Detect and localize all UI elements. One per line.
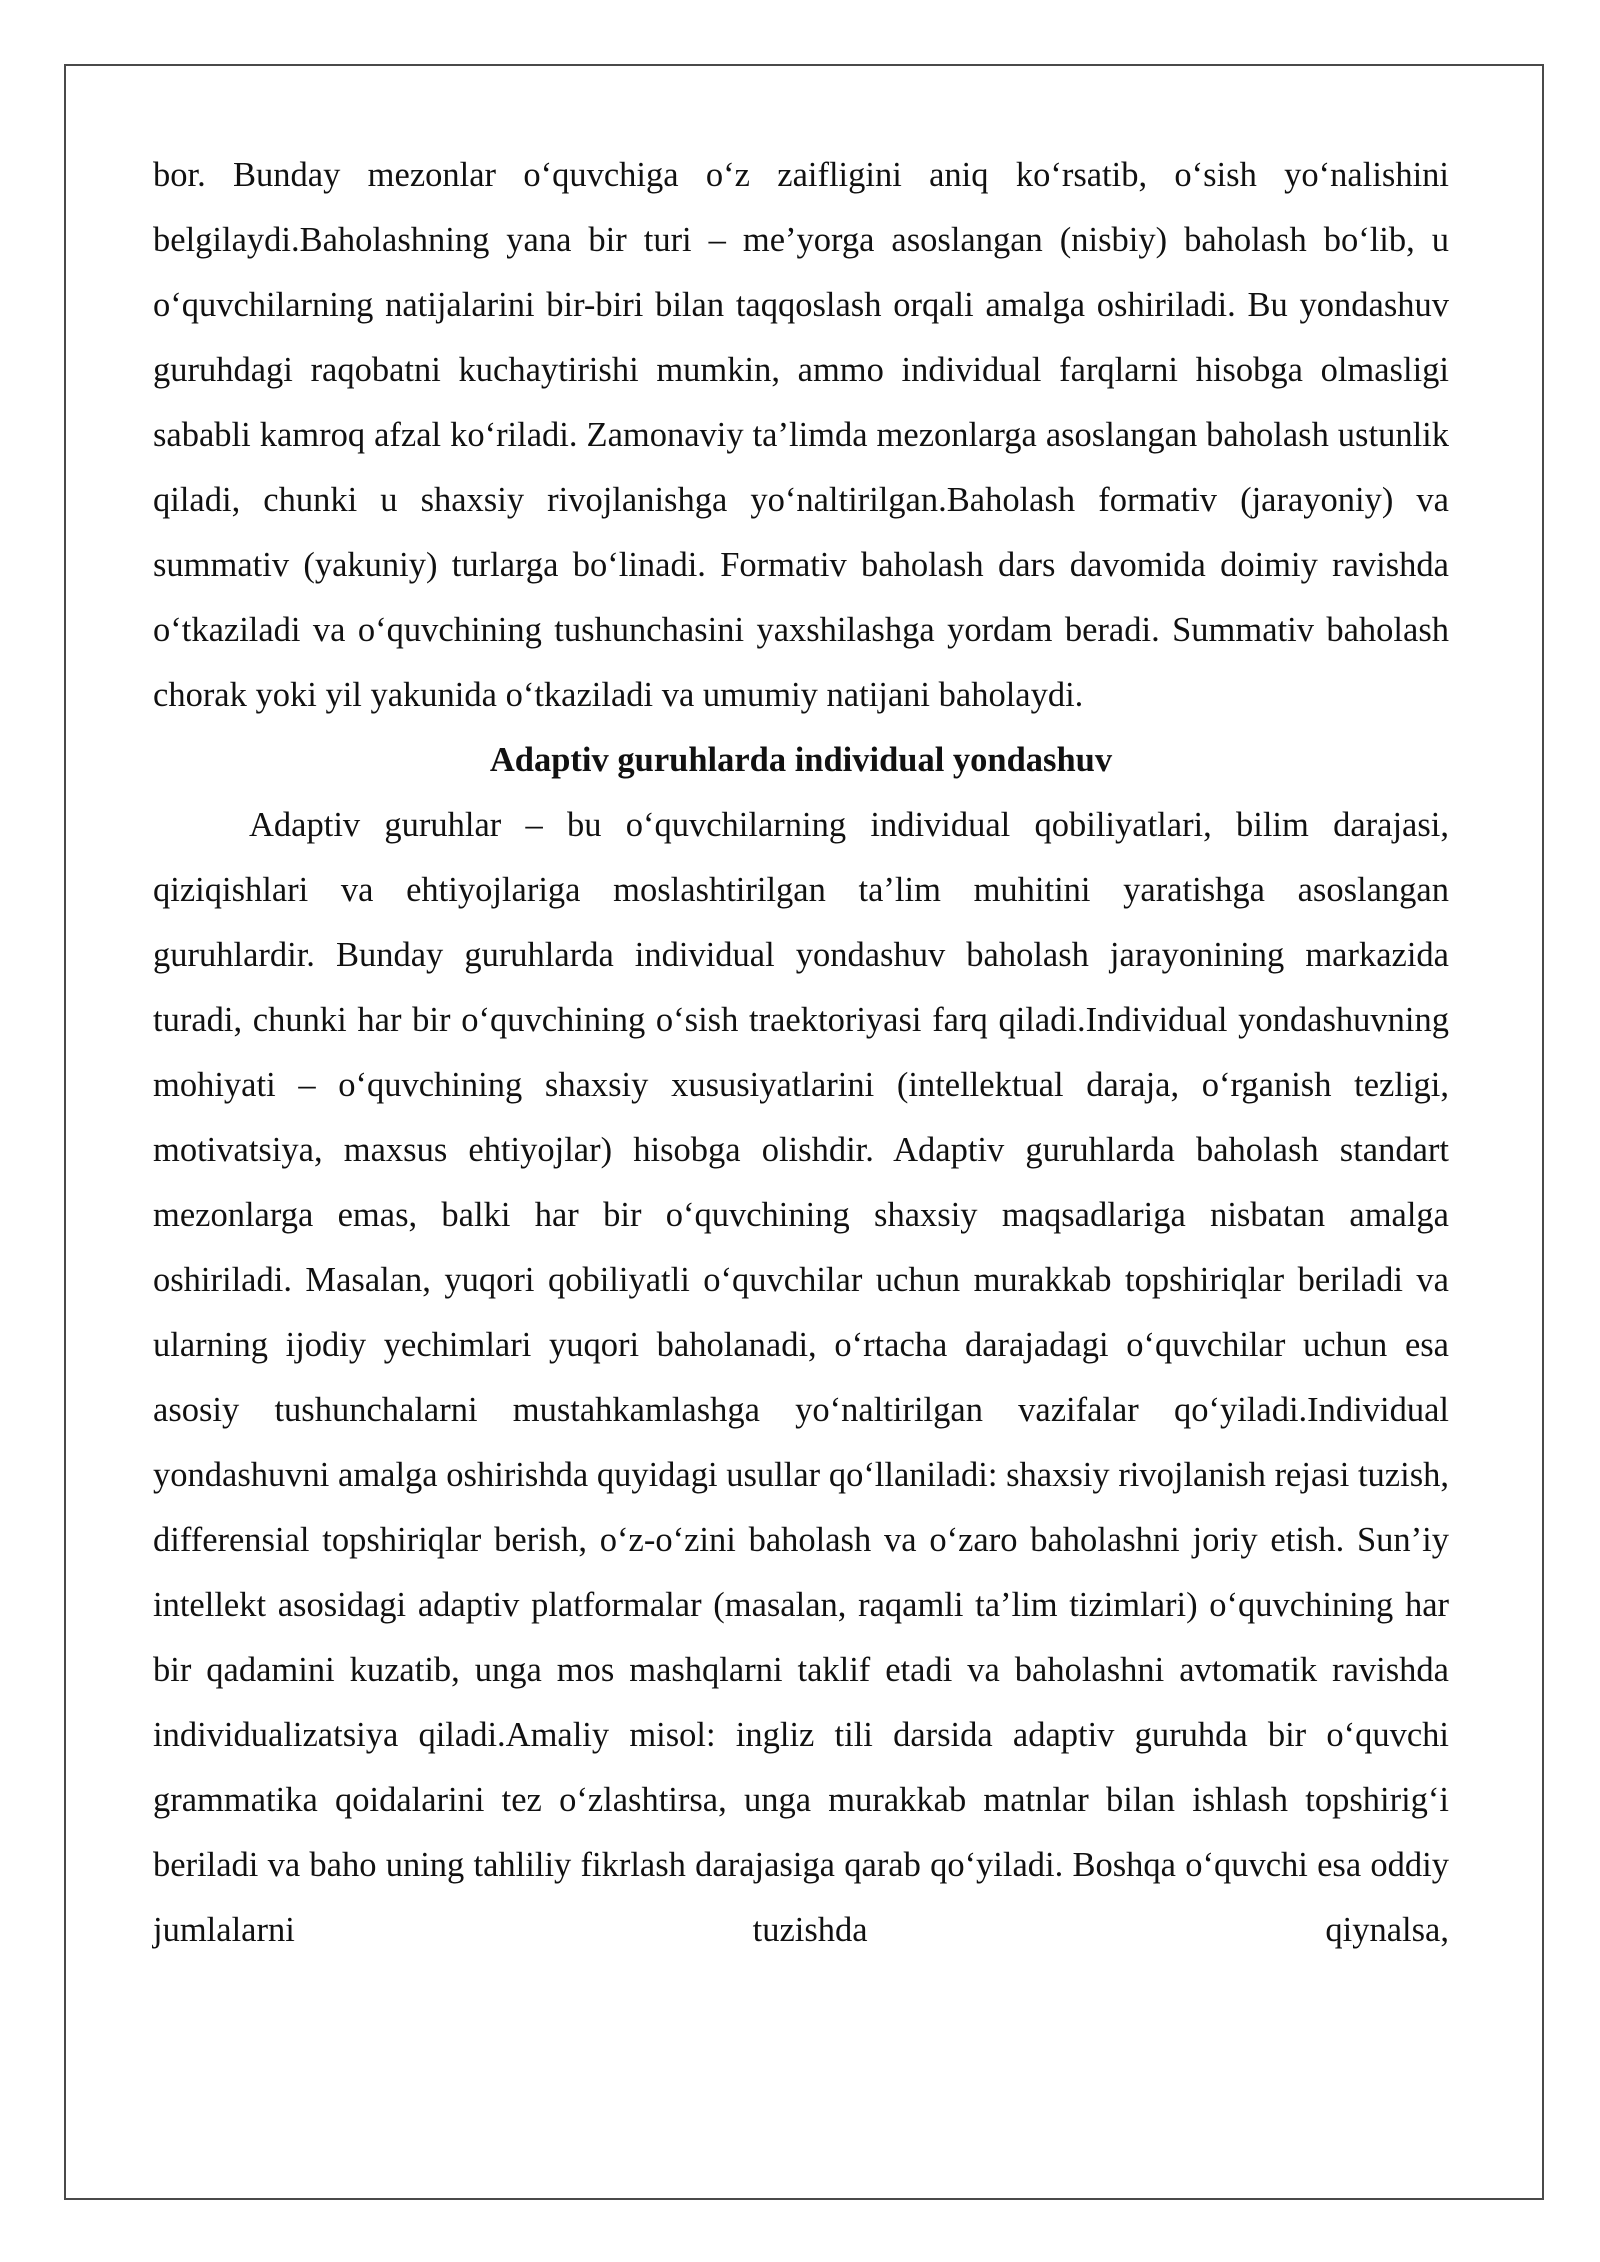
paragraph-adaptive-groups: Adaptiv guruhlar – bu o‘quvchilarning individual qobiliyatlari, bilim darajasi, qiziqishlari va ehtiyojlariga moslashtirilgan ta’lim muhitini yaratishga asoslangan guruhlardir. Bunday guruhlarda individual yondashuv baholash jarayonining markazida turadi, chunki har bir o‘quvchining o‘sish traektoriyasi farq qiladi.Individual yondashuvning mohiyati – o‘quvchining shaxsiy xususiyatlarini (intellektual daraja, o‘rganish tezligi, motivatsiya, maxsus ehtiyojlar) hisobga olishdir. Adaptiv guruhlarda baholash standart mezonlarga emas, balki har bir o‘quvchining shaxsiy maqsadlariga nisbatan amalga oshiriladi. Masalan, yuqori qobiliyatli o‘quvchilar uchun murakkab topshiriqlar beriladi va ularning ijodiy yechimlari yuqori baholanadi, o‘rtacha darajadagi o‘quvchilar uchun esa asosiy tushunchalarni mustahkamlashga yo‘naltirilgan vazifalar qo‘yiladi.Individual yondashuvni amalga oshirishda quyidagi usullar qo‘llaniladi: shaxsiy rivojlanish rejasi tuzish, differensial topshiriqlar berish, o‘z-o‘zini baholash va o‘zaro baholashni joriy etish. Sun’iy intellekt asosidagi adaptiv platformalar (masalan, raqamli ta’lim tizimlari) o‘quvchining har bir qadamini kuzatib, unga mos mashqlarni taklif etadi va baholashni avtomatik ravishda individualizatsiya qiladi.Amaliy misol: ingliz tili darsida adaptiv guruhda bir o‘quvchi grammatika qoidalarini tez o‘zlashtirsa, unga murakkab matnlar bilan ishlash topshirig‘i beriladi va baho uning tahliliy fikrlash darajasiga qarab qo‘yiladi. Boshqa o‘quvchi esa oddiy jumlalarni tuzishda qiynalsa, (153, 806, 1449, 1949)
paragraph-assessment-types: bor. Bunday mezonlar o‘quvchiga o‘z zaifligini aniq ko‘rsatib, o‘sish yo‘nalishini belgilaydi.Baholashning yana bir turi – me’yorga asoslangan (nisbiy) baholash bo‘lib, u o‘quvchilarning natijalarini bir-biri bilan taqqoslash orqali amalga oshiriladi. Bu yondashuv guruhdagi raqobatni kuchaytirishi mumkin, ammo individual farqlarni hisobga olmasligi sababli kamroq afzal ko‘riladi. Zamonaviy ta’limda mezonlarga asoslangan baholash ustunlik qiladi, chunki u shaxsiy rivojlanishga yo‘naltirilgan.Baholash formativ (jarayoniy) va summativ (yakuniy) turlarga bo‘linadi. Formativ baholash dars davomida doimiy ravishda o‘tkaziladi va o‘quvchining tushunchasini yaxshilashga yordam beradi. Summativ baholash chorak yoki yil yakunida o‘tkaziladi va umumiy natijani baholaydi. (153, 156, 1449, 714)
section-heading: Adaptiv guruhlarda individual yondashuv (489, 741, 1113, 779)
document-body (153, 143, 1449, 1963)
